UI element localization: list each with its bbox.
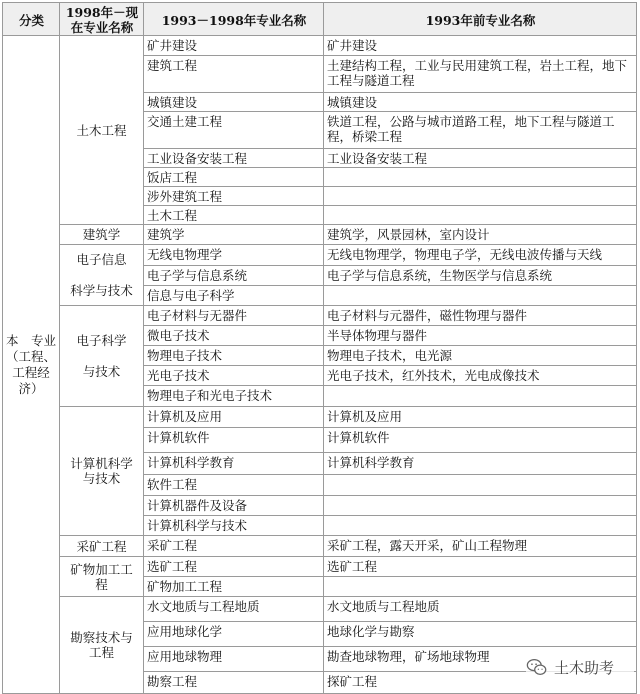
major-1993-1998-cell: 采矿工程	[144, 536, 324, 557]
table-row	[3, 557, 637, 577]
major-1993-1998-cell: 土木工程	[144, 206, 324, 225]
major-1993-1998-cell: 饭店工程	[144, 168, 324, 187]
major-pre-1993-cell	[324, 496, 637, 516]
major-1993-1998-cell: 水文地质与工程地质	[144, 597, 324, 622]
major-1993-1998-cell: 光电子技术	[144, 366, 324, 386]
major-pre-1993-cell: 地球化学与勘察	[324, 622, 637, 647]
major-1993-1998-cell: 计算机软件	[144, 428, 324, 453]
major-pre-1993-cell: 工业设备安装工程	[324, 149, 637, 168]
major-group-name: 电子科学	[76, 333, 127, 348]
major-pre-1993-cell: 铁道工程，公路与城市道路工程，地下工程与隧道工程，桥梁工程	[324, 112, 637, 149]
table-body	[3, 36, 637, 694]
major-group-cell	[60, 597, 144, 694]
table-row	[3, 597, 637, 622]
table-row	[3, 36, 637, 56]
major-group-name: 矿物加工工程	[70, 561, 133, 592]
major-1993-1998-cell: 涉外建筑工程	[144, 187, 324, 206]
major-1993-1998-cell: 交通土建工程	[144, 112, 324, 149]
wechat-icon	[526, 656, 548, 678]
major-group-name: 建筑学	[82, 227, 121, 242]
major-group-name: 勘察技术与工程	[70, 630, 133, 660]
major-1993-1998-cell: 信息与电子科学	[144, 286, 324, 306]
major-pre-1993-cell	[324, 516, 637, 536]
major-1993-1998-cell: 软件工程	[144, 475, 324, 496]
major-group-name: 电子信息	[76, 252, 127, 267]
category-cell: 本 专业（工程、工程经济）	[3, 36, 60, 694]
major-pre-1993-cell: 计算机科学教育	[324, 453, 637, 475]
major-group-cell	[60, 245, 144, 306]
major-group-cell	[60, 407, 144, 536]
major-group-name: 土木工程	[76, 122, 127, 138]
major-group-cell	[60, 536, 144, 557]
major-pre-1993-cell	[324, 577, 637, 597]
major-1993-1998-cell: 工业设备安装工程	[144, 149, 324, 168]
major-1993-1998-cell: 建筑工程	[144, 56, 324, 93]
major-pre-1993-cell: 电子材料与元器件，磁性物理与器件	[324, 306, 637, 326]
major-1993-1998-cell: 物理电子技术	[144, 346, 324, 366]
major-pre-1993-cell: 物理电子技术，电光源	[324, 346, 637, 366]
watermark	[526, 652, 634, 682]
major-pre-1993-cell	[324, 187, 637, 206]
major-1993-1998-cell: 选矿工程	[144, 557, 324, 577]
major-1993-1998-cell: 勘察工程	[144, 672, 324, 694]
major-1993-1998-cell: 无线电物理学	[144, 245, 324, 266]
major-group-cell	[60, 36, 144, 225]
major-1993-1998-cell: 应用地球物理	[144, 647, 324, 672]
major-group-cell	[60, 557, 144, 597]
header-category: 分类	[3, 3, 60, 36]
table-row	[3, 225, 637, 245]
header-row	[3, 3, 637, 36]
major-pre-1993-cell: 半导体物理与器件	[324, 326, 637, 346]
major-pre-1993-cell: 计算机及应用	[324, 407, 637, 428]
major-pre-1993-cell: 土建结构工程，工业与民用建筑工程，岩土工程，地下工程与隧道工程	[324, 56, 637, 93]
major-1993-1998-cell: 电子材料与无器件	[144, 306, 324, 326]
major-pre-1993-cell	[324, 286, 637, 306]
major-pre-1993-cell: 勘查地球物理，矿场地球物理	[324, 647, 637, 672]
table-row	[3, 306, 637, 326]
major-group-cell	[60, 306, 144, 407]
major-pre-1993-cell: 选矿工程	[324, 557, 637, 577]
major-group-name: 与技术	[82, 364, 121, 379]
major-1993-1998-cell: 微电子技术	[144, 326, 324, 346]
major-1993-1998-cell: 建筑学	[144, 225, 324, 245]
header-1993-1998-name: 1993－1998年专业名称	[144, 3, 324, 36]
major-pre-1993-cell: 光电子技术，红外技术，光电成像技术	[324, 366, 637, 386]
major-pre-1993-cell	[324, 386, 637, 407]
major-pre-1993-cell: 建筑学，风景园林，室内设计	[324, 225, 637, 245]
major-table	[2, 2, 637, 694]
major-1993-1998-cell: 计算机器件及设备	[144, 496, 324, 516]
major-1993-1998-cell: 应用地球化学	[144, 622, 324, 647]
table-row	[3, 245, 637, 266]
major-pre-1993-cell: 城镇建设	[324, 93, 637, 112]
major-group-name: 科学与技术	[70, 283, 133, 298]
major-1993-1998-cell: 电子学与信息系统	[144, 266, 324, 286]
major-group-cell	[60, 225, 144, 245]
table-row	[3, 536, 637, 557]
major-1993-1998-cell: 矿井建设	[144, 36, 324, 56]
major-1993-1998-cell: 城镇建设	[144, 93, 324, 112]
major-pre-1993-cell	[324, 168, 637, 187]
major-1993-1998-cell: 物理电子和光电子技术	[144, 386, 324, 407]
watermark-text: 土木助考	[554, 658, 615, 677]
major-pre-1993-cell: 计算机软件	[324, 428, 637, 453]
major-pre-1993-cell: 矿井建设	[324, 36, 637, 56]
major-pre-1993-cell: 电子学与信息系统，生物医学与信息系统	[324, 266, 637, 286]
major-1993-1998-cell: 计算机科学教育	[144, 453, 324, 475]
major-pre-1993-cell	[324, 206, 637, 225]
major-group-name: 计算机科学与技术	[70, 456, 133, 486]
major-1993-1998-cell: 矿物加工工程	[144, 577, 324, 597]
header-current-name: 1998年－现在专业名称	[60, 3, 144, 36]
major-1993-1998-cell: 计算机及应用	[144, 407, 324, 428]
table-row	[3, 407, 637, 428]
major-group-name: 采矿工程	[76, 538, 127, 554]
major-pre-1993-cell: 采矿工程，露天开采，矿山工程物理	[324, 536, 637, 557]
major-pre-1993-cell: 无线电物理学，物理电子学，无线电波传播与天线	[324, 245, 637, 266]
major-1993-1998-cell: 计算机科学与技术	[144, 516, 324, 536]
major-pre-1993-cell: 水文地质与工程地质	[324, 597, 637, 622]
major-pre-1993-cell	[324, 475, 637, 496]
header-pre-1993-name: 1993年前专业名称	[324, 3, 637, 36]
major-pre-1993-cell: 探矿工程	[324, 672, 637, 694]
